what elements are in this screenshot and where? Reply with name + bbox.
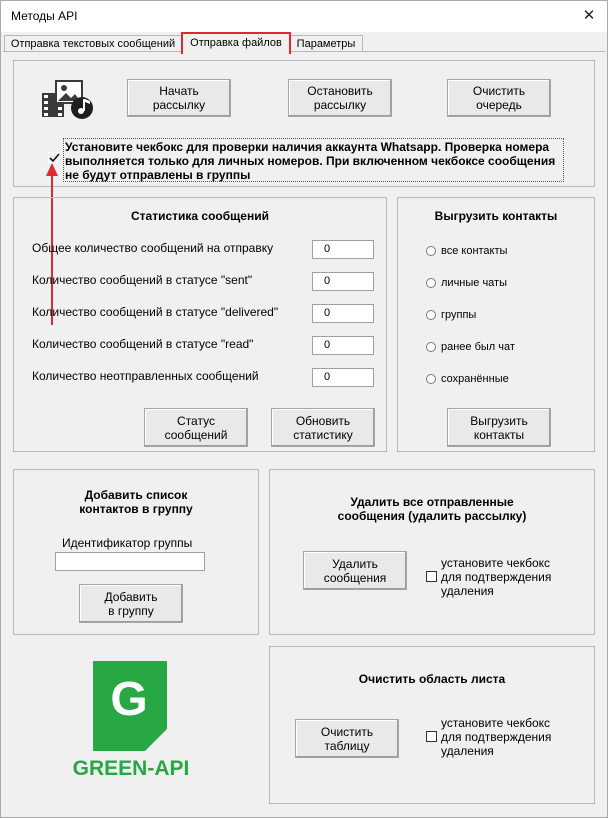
delete-confirm-checkbox[interactable] <box>426 571 437 582</box>
whatsapp-check-label: Установите чекбокс для проверки наличия аккаунта Whatsapp. Проверка номера выполняется только для личных номеров. При включенном чекбоксе сообщения не будут отправлены в группы <box>65 140 556 182</box>
delete-sent-group <box>269 469 595 635</box>
radio-previous-chat-label: ранее был чат <box>441 341 515 353</box>
stats-value-sent[interactable]: 0 <box>312 272 374 291</box>
radio-groups[interactable] <box>426 310 436 320</box>
clear-sheet-group <box>269 646 595 804</box>
refresh-stats-button[interactable]: Обновить статистику <box>271 408 375 447</box>
group-id-input[interactable] <box>55 552 205 571</box>
clear-sheet-title: Очистить область листа <box>358 672 506 686</box>
logo-letter: G <box>110 673 148 726</box>
tab-parameters[interactable]: Параметры <box>289 35 363 52</box>
clear-queue-button[interactable]: Очистить очередь <box>447 79 551 117</box>
message-stats-group <box>13 197 387 452</box>
export-title: Выгрузить контакты <box>434 209 558 223</box>
radio-all-contacts-label: все контакты <box>441 245 508 257</box>
stats-value-delivered[interactable]: 0 <box>312 304 374 323</box>
radio-all-contacts[interactable] <box>426 246 436 256</box>
radio-previous-chat[interactable] <box>426 342 436 352</box>
add-group-title: Добавить список контактов в группу <box>79 488 193 516</box>
message-status-button[interactable]: Статус сообщений <box>144 408 248 447</box>
clear-confirm-label: установите чекбокс для подтверждения удаления <box>441 716 552 758</box>
stats-label-delivered: Количество сообщений в статусе "delivered" <box>32 305 279 319</box>
stats-label-unsent: Количество неотправленных сообщений <box>32 369 259 383</box>
window-title: Методы API <box>11 9 78 23</box>
delete-sent-title: Удалить все отправленные сообщения (удалить рассылку) <box>337 495 527 523</box>
stats-label-sent: Количество сообщений в статусе "sent" <box>32 273 253 287</box>
clear-table-button[interactable]: Очистить таблицу <box>295 719 399 758</box>
radio-saved-label: сохранённые <box>441 373 509 385</box>
radio-saved[interactable] <box>426 374 436 384</box>
delete-confirm-label: установите чекбокс для подтверждения удаления <box>441 556 552 598</box>
radio-personal-chats-label: личные чаты <box>441 277 507 289</box>
clear-confirm-checkbox[interactable] <box>426 731 437 742</box>
add-to-group-group <box>13 469 259 635</box>
logo-text: GREEN-API <box>72 757 190 780</box>
green-api-logo <box>63 661 203 787</box>
radio-groups-label: группы <box>441 309 477 321</box>
media-files-icon <box>40 77 96 121</box>
add-to-group-button[interactable]: Добавить в группу <box>79 584 183 623</box>
close-icon[interactable]: ✕ <box>582 7 596 24</box>
green-api-logo-icon <box>93 661 167 751</box>
title-bar <box>1 1 607 32</box>
stop-mailing-button[interactable]: Остановить рассылку <box>288 79 392 117</box>
start-mailing-button[interactable]: Начать рассылку <box>127 79 231 117</box>
export-contacts-group <box>397 197 595 452</box>
stats-value-unsent[interactable]: 0 <box>312 368 374 387</box>
group-id-label: Идентификатор группы <box>62 536 193 550</box>
radio-personal-chats[interactable] <box>426 278 436 288</box>
stats-value-read[interactable]: 0 <box>312 336 374 355</box>
tab-strip <box>1 32 607 52</box>
tab-text-messages[interactable]: Отправка текстовых сообщений <box>4 35 182 52</box>
stats-title: Статистика сообщений <box>131 209 269 223</box>
send-controls-group <box>13 60 595 187</box>
tab-divider <box>3 51 605 52</box>
tab-send-files[interactable]: Отправка файлов <box>181 32 291 54</box>
stats-label-read: Количество сообщений в статусе "read" <box>32 337 254 351</box>
delete-messages-button[interactable]: Удалить сообщения <box>303 551 407 590</box>
stats-value-total[interactable]: 0 <box>312 240 374 259</box>
export-contacts-button[interactable]: Выгрузить контакты <box>447 408 551 447</box>
stats-label-total: Общее количество сообщений на отправку <box>32 241 274 255</box>
